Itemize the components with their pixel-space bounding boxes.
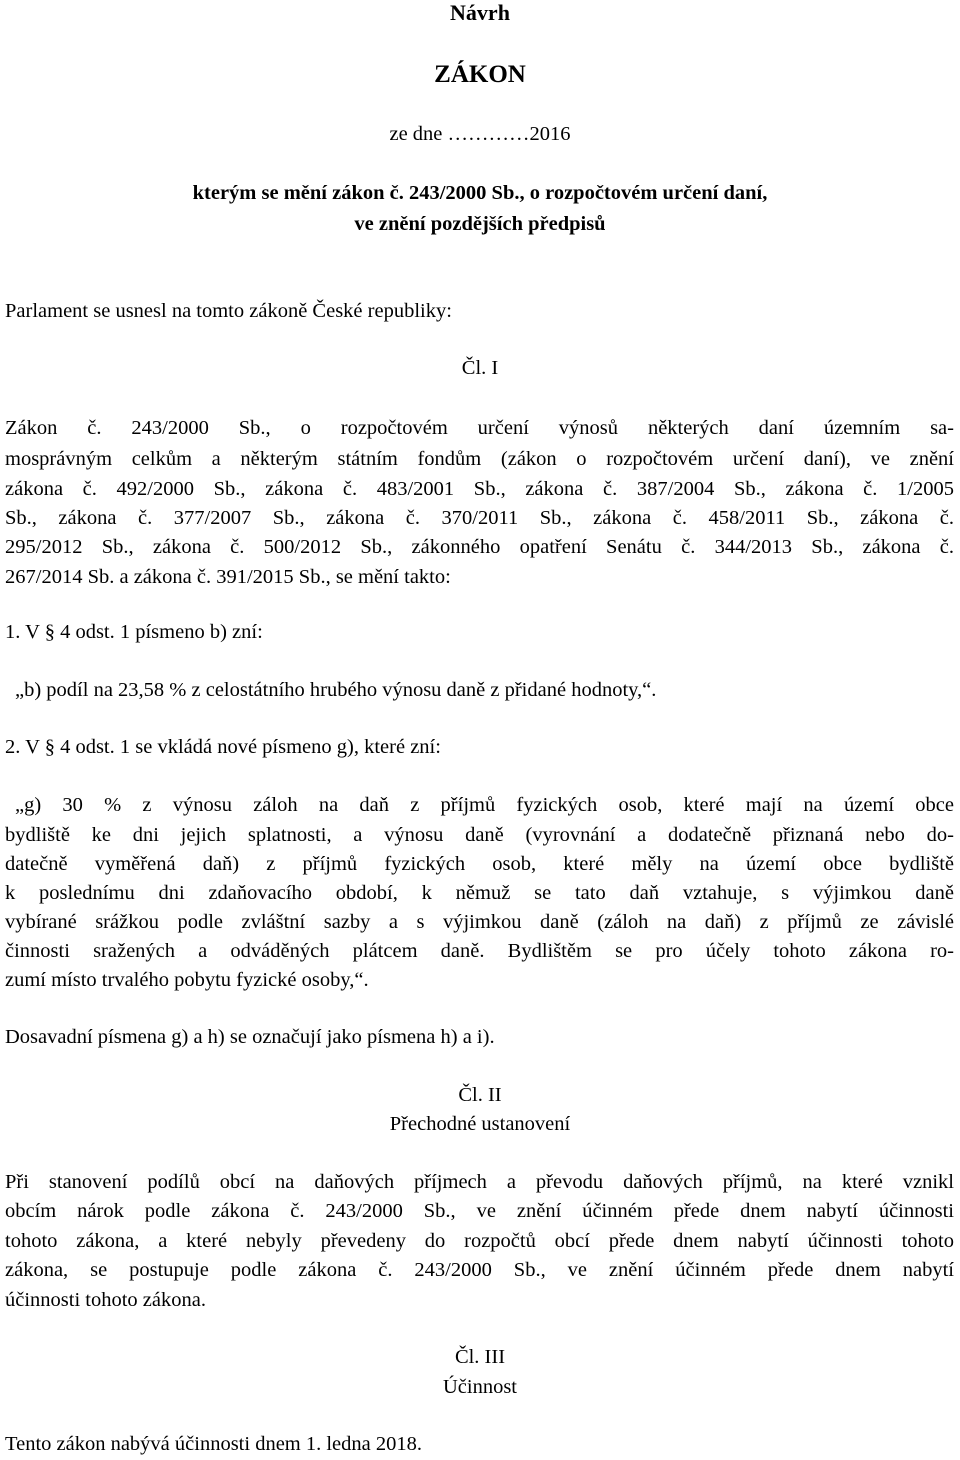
point-1: 1. V § 4 odst. 1 písmeno b) zní: — [5, 621, 263, 643]
text-line: 267/2014 Sb. a zákona č. 391/2015 Sb., se mění takto: — [5, 566, 451, 588]
text-line: Při stanovení podílů obcí na daňových příjmech a převodu daňových příjmů, na které vznikl — [5, 1171, 954, 1193]
date-line: ze dne …………2016 — [389, 123, 571, 145]
article-3-text: Tento zákon nabývá účinnosti dnem 1. ledna 2018. — [5, 1433, 423, 1455]
law-title: ZÁKON — [434, 61, 526, 88]
text-line: zumí místo trvalého pobytu fyzické osoby,“. — [5, 969, 369, 991]
text-line: Sb., zákona č. 377/2007 Sb., zákona č. 370/2011 Sb., zákona č. 458/2011 Sb., zákona č. — [5, 507, 954, 529]
article-1-closing: Dosavadní písmena g) a h) se označují jako písmena h) a i). — [5, 1026, 495, 1048]
text-line: zákona č. 492/2000 Sb., zákona č. 483/2001 Sb., zákona č. 387/2004 Sb., zákona č. 1/2005 — [5, 478, 954, 500]
text-line: tohoto zákona, a které nebyly převedeny do rozpočtů obcí přede dnem nabytí účinnosti tohoto — [5, 1230, 954, 1252]
text-line: 295/2012 Sb., zákona č. 500/2012 Sb., zákonného opatření Senátu č. 344/2013 Sb., zákona č. — [5, 536, 954, 558]
text-line: mosprávným celkům a některým státním fondům (zákon o rozpočtovém určení daní), ve znění — [5, 448, 954, 470]
text-line: účinnosti tohoto zákona. — [5, 1289, 206, 1311]
text-line: bydliště ke dni jejich splatnosti, a výnosu daně (vyrovnání a dodatečně přiznaná nebo do- — [5, 824, 954, 846]
article-2-heading: Čl. II — [458, 1084, 502, 1106]
article-1-heading: Čl. I — [461, 357, 499, 379]
point-2: 2. V § 4 odst. 1 se vkládá nové písmeno g), které zní: — [5, 736, 441, 758]
article-3-title: Účinnost — [442, 1376, 518, 1398]
point-1-text: „b) podíl na 23,58 % z celostátního hrubého výnosu daně z přidané hodnoty,“. — [15, 679, 657, 701]
subject-line-1: kterým se mění zákon č. 243/2000 Sb., o rozpočtovém určení daní, — [192, 182, 768, 204]
draft-label: Návrh — [450, 0, 510, 25]
preamble: Parlament se usnesl na tomto zákoně České republiky: — [5, 300, 452, 322]
text-line: vybírané srážkou podle zvláštní sazby a s výjimkou daně (záloh na daň) z příjmů ze závislé — [5, 911, 954, 933]
article-3-heading: Čl. III — [454, 1346, 506, 1368]
text-line: k poslednímu dni zdaňovacího období, k němuž se tato daň vztahuje, s výjimkou daně — [5, 882, 954, 904]
text-line: zákona, se postupuje podle zákona č. 243/2000 Sb., ve znění účinném přede dnem nabytí — [5, 1259, 954, 1281]
text-line: Zákon č. 243/2000 Sb., o rozpočtovém určení výnosů některých daní územním sa- — [5, 417, 954, 439]
text-line: obcím nárok podle zákona č. 243/2000 Sb., ve znění účinném přede dnem nabytí účinnosti — [5, 1200, 954, 1222]
text-line: činnosti sražených a odváděných plátcem daně. Bydlištěm se pro účely tohoto zákona ro- — [5, 940, 954, 962]
text-line: „g) 30 % z výnosu záloh na daň z příjmů fyzických osob, které mají na území obce — [15, 794, 954, 816]
text-line: datečně vyměřená daň) z příjmů fyzických osob, které měly na území obce bydliště — [5, 853, 954, 875]
article-2-title: Přechodné ustanovení — [389, 1113, 571, 1135]
subject-line-2: ve znění pozdějších předpisů — [354, 213, 606, 235]
